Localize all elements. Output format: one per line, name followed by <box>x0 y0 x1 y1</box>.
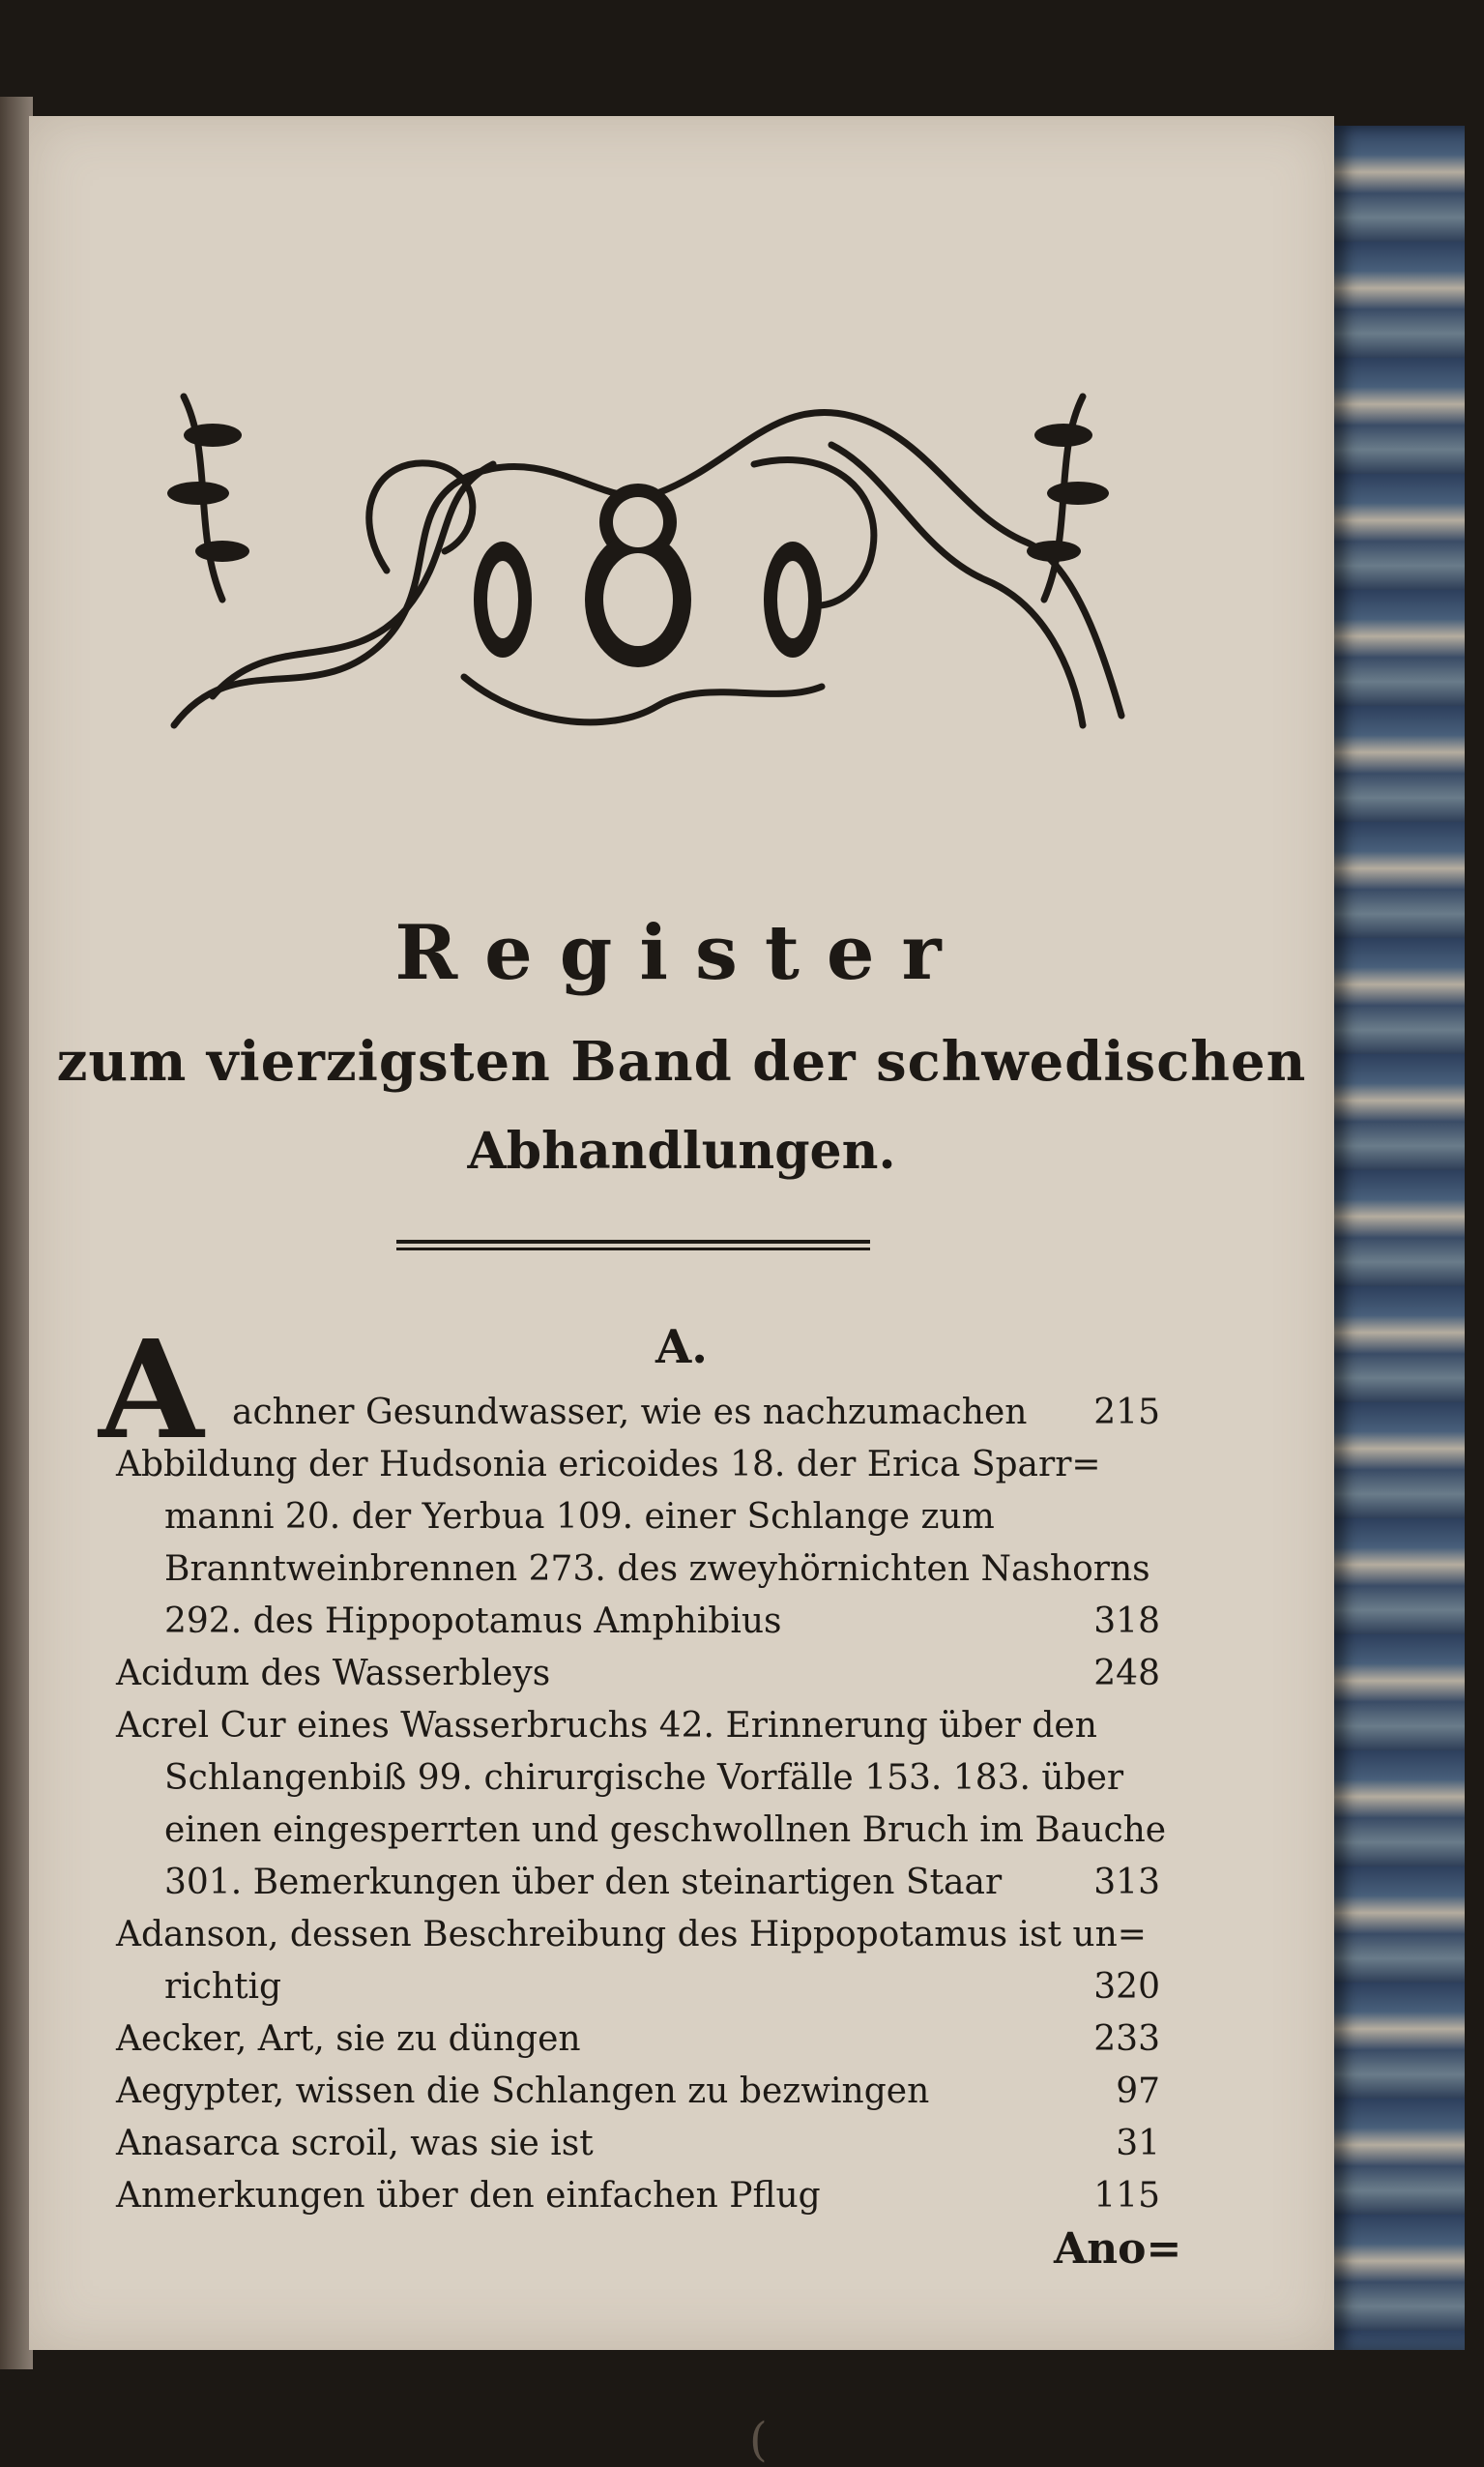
entry-text: manni 20. der Yerbua 109. einer Schlange zum <box>164 1497 995 1537</box>
section-letter: A. <box>655 1320 708 1374</box>
entry-page-number: 248 <box>1093 1654 1160 1693</box>
entry-page-number: 115 <box>1093 2176 1160 2216</box>
entry-text: Acrel Cur eines Wasserbruchs 42. Erinnerung über den <box>116 1706 1097 1746</box>
list-item <box>164 1962 1160 2012</box>
list-item <box>164 1858 1160 1908</box>
list-item <box>116 1701 1160 1751</box>
list-item <box>116 1910 1160 1960</box>
entry-text: Branntweinbrennen 273. des zweyhörnichten Nashorns <box>164 1549 1150 1589</box>
list-item <box>232 1388 1160 1438</box>
entry-page-number: 318 <box>1093 1601 1160 1641</box>
entry-page-number: 97 <box>1116 2071 1160 2111</box>
list-item <box>116 1440 1160 1490</box>
list-item <box>116 2171 1160 2221</box>
book-left-edge <box>0 97 33 2369</box>
double-rule-divider <box>396 1238 870 1253</box>
entry-page-number: 320 <box>1093 1967 1160 2007</box>
list-item <box>116 2014 1160 2065</box>
list-item <box>164 1492 1160 1542</box>
catchword: Ano= <box>1054 2224 1182 2274</box>
entry-text: Anasarca scroil, was sie ist <box>116 2124 594 2163</box>
page-subtitle: zum vierzigsten Band der schwedischen <box>56 1030 1307 1094</box>
list-item <box>164 1544 1160 1595</box>
book-page <box>29 116 1334 2467</box>
entry-text: achner Gesundwasser, wie es nachzumachen <box>232 1393 1028 1432</box>
entry-page-number: 233 <box>1093 2019 1160 2059</box>
entry-text: einen eingesperrten und geschwollnen Bruch im Bauche <box>164 1810 1167 1850</box>
signature-mark: ( <box>749 2413 768 2467</box>
entry-text: 292. des Hippopotamus Amphibius <box>164 1601 782 1641</box>
entry-page-number: 313 <box>1093 1863 1160 1902</box>
entry-text: Acidum des Wasserbleys <box>116 1654 551 1693</box>
drop-cap-initial: A <box>99 1311 204 1470</box>
entry-text: 301. Bemerkungen über den steinartigen Staar <box>164 1863 1003 1902</box>
list-item <box>116 2067 1160 2117</box>
decorative-vignette <box>155 358 1131 754</box>
page-subtitle-second-line: Abhandlungen. <box>467 1122 896 1181</box>
entry-text: Adanson, dessen Beschreibung des Hippopotamus ist un= <box>116 1915 1147 1954</box>
list-item <box>116 2119 1160 2169</box>
entry-page-number: 31 <box>1116 2124 1160 2163</box>
list-item <box>164 1597 1160 1647</box>
entry-text: richtig <box>164 1967 282 2007</box>
list-item <box>116 1649 1160 1699</box>
entry-text: Anmerkungen über den einfachen Pflug <box>116 2176 821 2216</box>
entry-text: Aecker, Art, sie zu düngen <box>116 2019 581 2059</box>
entry-page-number: 215 <box>1093 1393 1160 1432</box>
entry-text: Aegypter, wissen die Schlangen zu bezwingen <box>116 2071 930 2111</box>
list-item <box>164 1806 1167 1856</box>
entry-text: Schlangenbiß 99. chirurgische Vorfälle 153. 183. über <box>164 1758 1124 1798</box>
entry-text: Abbildung der Hudsonia ericoides 18. der Erica Sparr= <box>116 1445 1101 1484</box>
list-item <box>164 1753 1160 1804</box>
book-fore-edge <box>1334 126 1465 2350</box>
page-title: Register <box>394 909 969 997</box>
